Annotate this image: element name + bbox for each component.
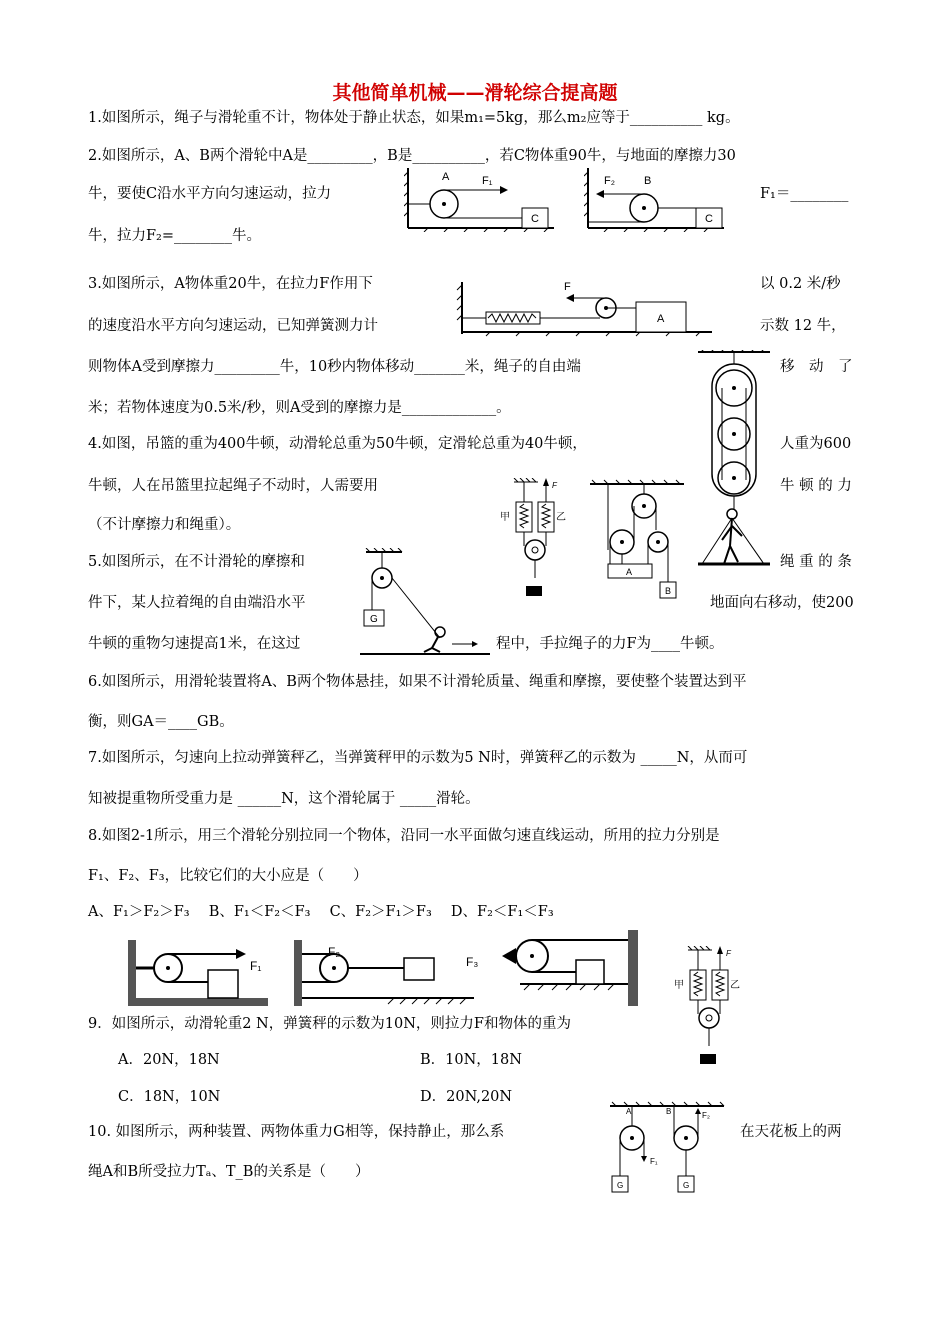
question-10-line-1b: 在天花板上的两 <box>740 1124 842 1140</box>
label-a: A <box>626 567 633 577</box>
label-b: B <box>644 175 652 187</box>
figure-q5 <box>358 548 492 662</box>
label-f1: F₁ <box>250 959 262 973</box>
label-g1: G <box>617 1181 624 1190</box>
question-5-line-1a: 5.如图所示，在不计滑轮的摩擦和 <box>88 554 305 570</box>
question-2-line-1: 2.如图所示，A、B两个滑轮中A是_________，B是__________，若C物体重90牛，与地面的摩擦力30 <box>88 148 736 164</box>
figure-q7-spring-scales <box>494 478 574 602</box>
question-5-line-1b: 绳 重 的 条 <box>780 554 852 570</box>
question-5-line-3b: 程中，手拉绳子的力F为____牛顿。 <box>496 636 724 652</box>
figure-q2-a <box>404 166 556 232</box>
label-yi: 乙 <box>730 980 740 991</box>
question-2-line-2b: F₁＝________ <box>760 186 849 202</box>
label-f: F <box>726 949 731 958</box>
question-3-line-2a: 的速度沿水平方向匀速运动，已知弹簧测力计 <box>88 318 378 334</box>
figure-q10 <box>608 1100 728 1204</box>
question-3-line-2b: 示数 12 牛， <box>760 318 846 334</box>
label-f: F <box>564 281 571 293</box>
question-5-line-2b: 地面向右移动，使200 <box>710 595 854 611</box>
question-9-option-d: D．20N,20N <box>420 1089 513 1105</box>
question-2-line-2a: 牛，要使C沿水平方向匀速运动，拉力 <box>88 186 332 202</box>
label-a: A <box>442 171 450 183</box>
question-8-line-2: F₁、F₂、F₃，比较它们的大小应是（ ） <box>88 868 368 884</box>
question-8-options: A、F₁＞F₂＞F₃ B、F₁＜F₂＜F₃ C、F₂＞F₁＞F₃ D、F₂＜F₁＜F₃ <box>88 904 554 920</box>
question-7-line-2: 知被提重物所受重力是 ______N，这个滑轮属于 _____滑轮。 <box>88 791 480 807</box>
question-9-line-1: 9．如图所示，动滑轮重2 N，弹簧秤的示数为10N，则拉力F和物体的重为 <box>88 1016 571 1032</box>
label-f2: F₂ <box>702 1111 710 1120</box>
label-a: A <box>657 313 665 325</box>
question-6-line-2: 衡，则GA＝____GB。 <box>88 714 234 730</box>
label-f1: F₁ <box>482 175 493 187</box>
question-3-line-3b: 移 动 了 <box>780 359 853 375</box>
question-5-line-3a: 牛顿的重物匀速提高1米，在这过 <box>88 636 301 652</box>
label-c: C <box>531 213 539 225</box>
label-g2: G <box>683 1181 690 1190</box>
label-f2: F₂ <box>328 945 340 959</box>
label-f3: F₃ <box>466 955 479 969</box>
question-1: 1.如图所示，绳子与滑轮重不计，物体处于静止状态，如果m₁=5kg，那么m₂应等于__________ kg。 <box>88 110 740 126</box>
question-2-line-3: 牛，拉力F₂=________牛。 <box>88 228 262 244</box>
question-9-option-c: C．18N，10N <box>118 1089 221 1105</box>
question-6-line-1: 6.如图所示，用滑轮装置将A、B两个物体悬挂，如果不计滑轮质量、绳重和摩擦，要使整个装置达到平 <box>88 674 747 690</box>
label-f2: F₂ <box>604 175 615 187</box>
question-3-line-1b: 以 0.2 米/秒 <box>760 276 841 292</box>
label-b: B <box>665 586 672 596</box>
question-9-option-b: B．10N，18N <box>420 1052 522 1068</box>
label-c-b: C <box>705 213 713 225</box>
label-f: F <box>552 481 557 490</box>
figure-q8 <box>128 928 640 1010</box>
question-4-line-1a: 4.如图，吊篮的重为400牛顿，动滑轮总重为50牛顿，定滑轮总重为40牛顿， <box>88 436 587 452</box>
question-7-line-1: 7.如图所示，匀速向上拉动弹簧秤乙，当弹簧秤甲的示数为5 N时，弹簧秤乙的示数为 _____N，从而可 <box>88 750 748 766</box>
question-3-line-1a: 3.如图所示，A物体重20牛，在拉力F作用下 <box>88 276 373 292</box>
label-f1: F₁ <box>650 1157 658 1166</box>
figure-q9-spring-scales <box>668 946 748 1070</box>
label-a: A <box>626 1107 632 1116</box>
question-10-line-2: 绳A和B所受拉力Tₐ、T_B的关系是（ ） <box>88 1164 370 1180</box>
label-g: G <box>370 614 378 625</box>
label-yi: 乙 <box>556 512 566 523</box>
figure-q3 <box>456 278 716 338</box>
question-5-line-2a: 件下，某人拉着绳的自由端沿水平 <box>88 595 306 611</box>
question-8-line-1: 8.如图2-1所示，用三个滑轮分别拉同一个物体，沿同一水平面做匀速直线运动，所用的拉力分别是 <box>88 828 720 844</box>
label-b: B <box>666 1107 672 1116</box>
figure-q6-pulleys <box>588 478 688 602</box>
question-3-line-3a: 则物体A受到摩擦力_________牛，10秒内物体移动_______米，绳子的自由端 <box>88 359 581 375</box>
label-jia: 甲 <box>674 980 684 991</box>
page-title: 其他简单机械——滑轮综合提高题 <box>332 82 618 104</box>
question-4-line-2b: 牛 顿 的 力 <box>780 478 852 494</box>
question-4-line-3: （不计摩擦力和绳重）。 <box>88 517 241 533</box>
figure-q4-basket <box>694 350 774 576</box>
question-9-option-a: A．20N，18N <box>118 1052 220 1068</box>
question-10-line-1a: 10. 如图所示，两种装置、两物体重力G相等，保持静止，那么系 <box>88 1124 505 1140</box>
figure-q2-b <box>584 166 726 232</box>
question-4-line-1b: 人重为600 <box>780 436 852 452</box>
question-3-line-4: 米；若物体速度为0.5米/秒，则A受到的摩擦力是_____________。 <box>88 400 511 416</box>
label-jia: 甲 <box>500 512 510 523</box>
question-4-line-2a: 牛顿，人在吊篮里拉起绳子不动时，人需要用 <box>88 478 378 494</box>
